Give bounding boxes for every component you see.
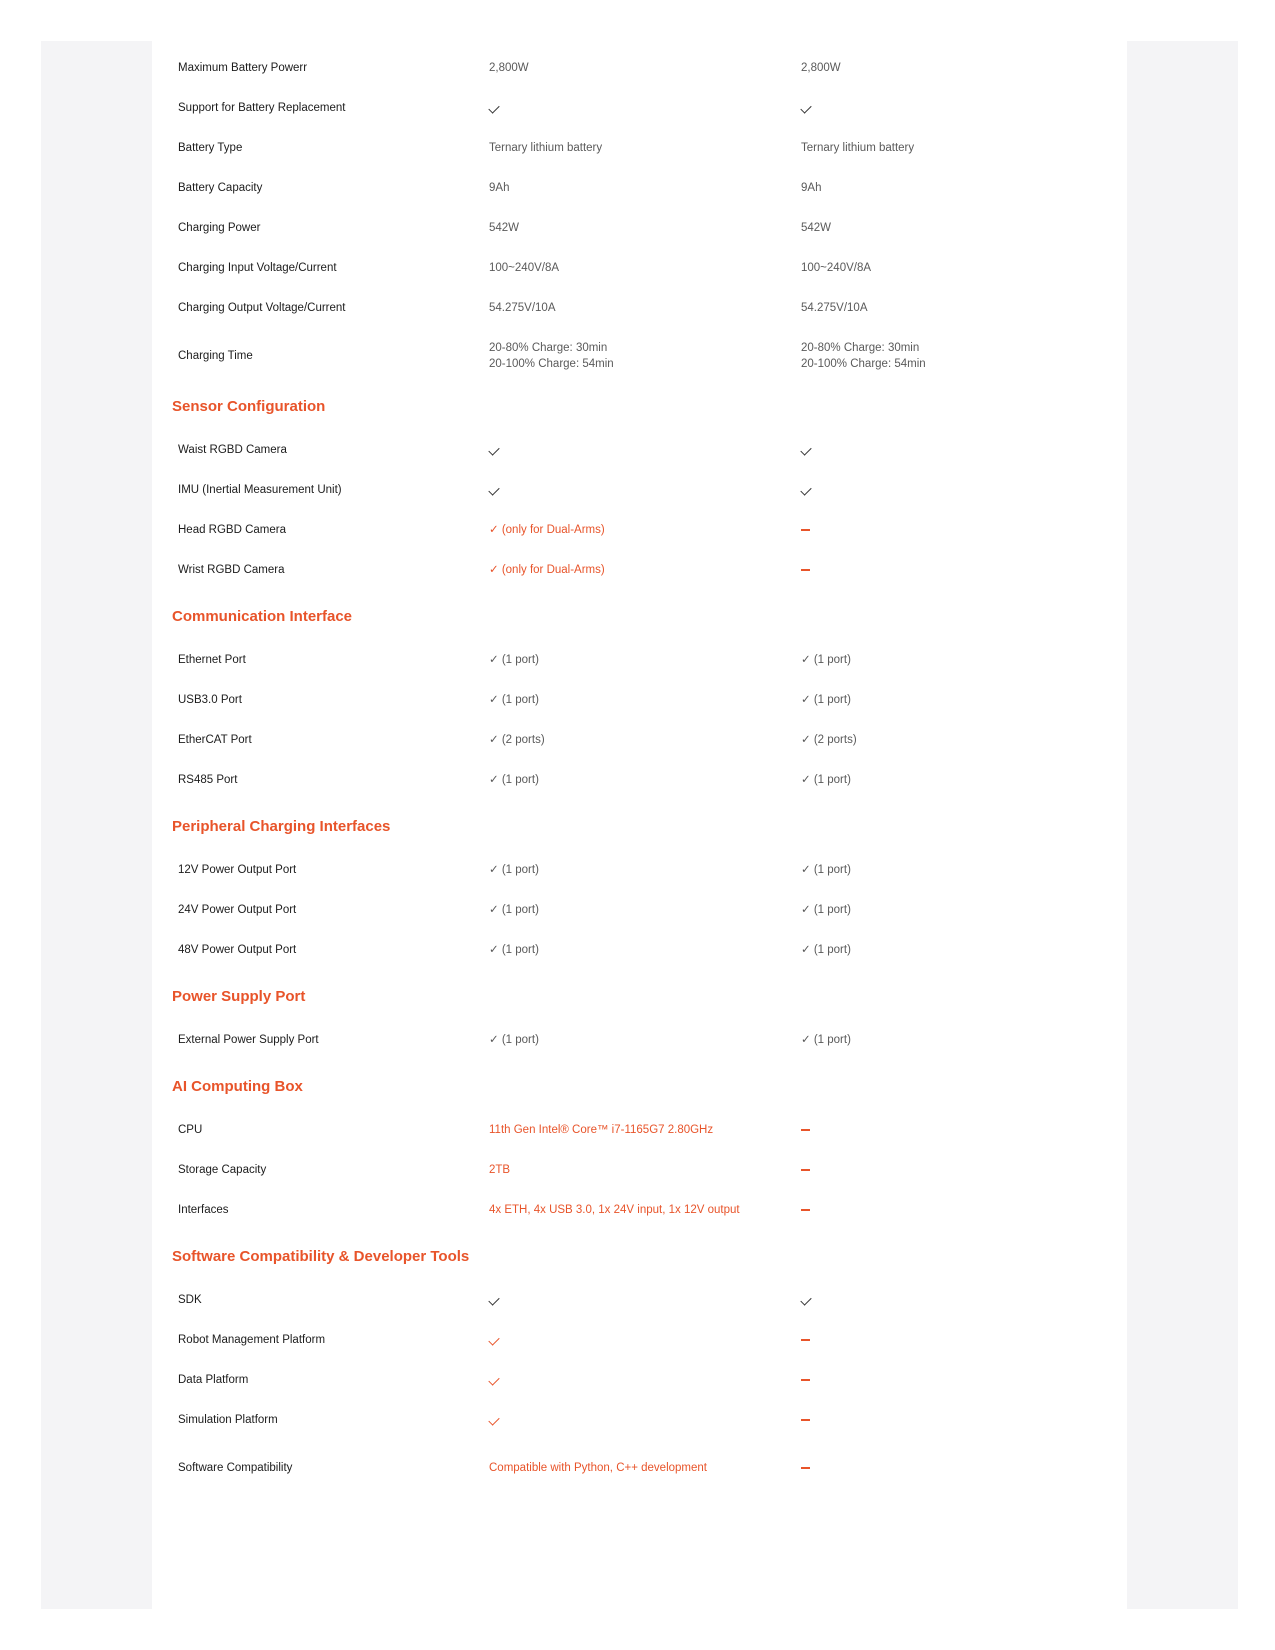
spec-value: 542W [489, 222, 520, 234]
spec-label: Data Platform [178, 1374, 249, 1386]
spec-value: ✓ (1 port) [801, 1034, 851, 1046]
checkmark-icon [488, 1374, 499, 1385]
spec-value: 100~240V/8A [801, 262, 872, 274]
spec-value: ✓ (2 ports) [801, 734, 857, 746]
spec-row [152, 930, 1127, 970]
spec-label: Storage Capacity [178, 1164, 267, 1176]
spec-label: Head RGBD Camera [178, 524, 287, 536]
spec-row [152, 1320, 1127, 1360]
spec-table [152, 41, 1127, 1609]
check-icon [801, 482, 811, 498]
dash-icon [801, 1460, 810, 1476]
dash-icon [801, 1332, 810, 1348]
spec-row [152, 760, 1127, 800]
unavailable-dash-icon [801, 1419, 810, 1421]
section-title: Communication Interface [172, 608, 353, 625]
spec-value: ✓ (1 port) [489, 944, 539, 956]
unavailable-dash-icon [801, 1169, 810, 1171]
spec-label: USB3.0 Port [178, 694, 242, 706]
dash-icon [801, 522, 810, 538]
spec-row [152, 208, 1127, 248]
check-icon [489, 1372, 499, 1388]
spec-label: 12V Power Output Port [178, 864, 297, 876]
check-icon [489, 1332, 499, 1348]
spec-value: 542W [801, 222, 832, 234]
spec-value: Ternary lithium battery [801, 142, 915, 154]
spec-row [152, 1110, 1127, 1150]
spec-row [152, 288, 1127, 328]
check-icon [801, 442, 811, 458]
spec-row [152, 328, 1127, 384]
unavailable-dash-icon [801, 529, 810, 531]
spec-label: Battery Capacity [178, 182, 263, 194]
dash-icon [801, 1412, 810, 1428]
spec-value: 54.275V/10A [489, 302, 556, 314]
spec-value: 20-80% Charge: 30min 20-100% Charge: 54min [801, 342, 926, 370]
spec-label: Battery Type [178, 142, 243, 154]
spec-row [152, 1190, 1127, 1230]
spec-label: Robot Management Platform [178, 1334, 326, 1346]
spec-value: 100~240V/8A [489, 262, 560, 274]
spec-value: ✓ (1 port) [489, 774, 539, 786]
unavailable-dash-icon [801, 1379, 810, 1381]
spec-value: 11th Gen Intel® Core™ i7-1165G7 2.80GHz [489, 1124, 714, 1136]
page-frame [41, 41, 1238, 1609]
spec-value: 9Ah [801, 182, 822, 194]
spec-label: CPU [178, 1124, 203, 1136]
spec-row [152, 430, 1127, 470]
spec-row [152, 1440, 1127, 1496]
spec-value: 9Ah [489, 182, 510, 194]
checkmark-icon [488, 444, 499, 455]
checkmark-icon [488, 102, 499, 113]
spec-value: ✓ (1 port) [801, 944, 851, 956]
spec-row [152, 1280, 1127, 1320]
spec-value: 54.275V/10A [801, 302, 868, 314]
check-icon [801, 100, 811, 116]
spec-row [152, 168, 1127, 208]
spec-label: Maximum Battery Powerr [178, 62, 308, 74]
spec-value: ✓ (1 port) [489, 1034, 539, 1046]
spec-label: Software Compatibility [178, 1462, 293, 1474]
section-title: Peripheral Charging Interfaces [172, 818, 391, 835]
spec-row [152, 510, 1127, 550]
spec-row [152, 248, 1127, 288]
spec-value: ✓ (1 port) [801, 654, 851, 666]
spec-row [152, 128, 1127, 168]
checkmark-icon [800, 484, 811, 495]
section-title: Software Compatibility & Developer Tools [172, 1248, 470, 1265]
spec-value: ✓ (1 port) [801, 694, 851, 706]
spec-label: Charging Input Voltage/Current [178, 262, 337, 274]
unavailable-dash-icon [801, 569, 810, 571]
spec-value: Compatible with Python, C++ development [489, 1462, 707, 1474]
spec-label: SDK [178, 1294, 202, 1306]
checkmark-icon [800, 1294, 811, 1305]
spec-value: 4x ETH, 4x USB 3.0, 1x 24V input, 1x 12V output [489, 1204, 740, 1216]
spec-label: Charging Time [178, 350, 253, 362]
spec-value: ✓ (1 port) [801, 864, 851, 876]
spec-label: Charging Power [178, 222, 261, 234]
spec-row [152, 850, 1127, 890]
spec-value: ✓ (1 port) [801, 904, 851, 916]
spec-value: ✓ (only for Dual-Arms) [489, 524, 605, 536]
checkmark-icon [488, 1294, 499, 1305]
dash-icon [801, 1202, 810, 1218]
spec-value: 20-80% Charge: 30min 20-100% Charge: 54min [489, 342, 614, 370]
spec-value: ✓ (1 port) [489, 694, 539, 706]
spec-row [152, 88, 1127, 128]
spec-label: RS485 Port [178, 774, 238, 786]
spec-row [152, 680, 1127, 720]
spec-row [152, 1020, 1127, 1060]
spec-value: ✓ (only for Dual-Arms) [489, 564, 605, 576]
check-icon [489, 482, 499, 498]
check-icon [489, 100, 499, 116]
spec-row [152, 1360, 1127, 1400]
spec-row [152, 890, 1127, 930]
spec-row [152, 640, 1127, 680]
section-title: Power Supply Port [172, 988, 306, 1005]
spec-label: External Power Supply Port [178, 1034, 319, 1046]
spec-row [152, 1400, 1127, 1440]
spec-row [152, 720, 1127, 760]
check-icon [489, 1292, 499, 1308]
spec-label: Simulation Platform [178, 1414, 278, 1426]
spec-row [152, 470, 1127, 510]
dash-icon [801, 562, 810, 578]
spec-label: 24V Power Output Port [178, 904, 297, 916]
spec-label: Support for Battery Replacement [178, 102, 346, 114]
check-icon [489, 442, 499, 458]
spec-value: ✓ (1 port) [489, 864, 539, 876]
unavailable-dash-icon [801, 1339, 810, 1341]
checkmark-icon [800, 444, 811, 455]
dash-icon [801, 1122, 810, 1138]
spec-row [152, 48, 1127, 88]
checkmark-icon [800, 102, 811, 113]
section-title: AI Computing Box [172, 1078, 303, 1095]
spec-label: Waist RGBD Camera [178, 444, 287, 456]
section-title: Sensor Configuration [172, 398, 326, 415]
checkmark-icon [488, 484, 499, 495]
checkmark-icon [488, 1414, 499, 1425]
spec-value: Ternary lithium battery [489, 142, 603, 154]
check-icon [801, 1292, 811, 1308]
dash-icon [801, 1372, 810, 1388]
spec-value: ✓ (1 port) [801, 774, 851, 786]
spec-label: Ethernet Port [178, 654, 246, 666]
dash-icon [801, 1162, 810, 1178]
spec-label: Wrist RGBD Camera [178, 564, 285, 576]
unavailable-dash-icon [801, 1467, 810, 1469]
spec-value: 2,800W [489, 62, 529, 74]
spec-row [152, 1150, 1127, 1190]
spec-value: ✓ (1 port) [489, 904, 539, 916]
spec-label: 48V Power Output Port [178, 944, 297, 956]
unavailable-dash-icon [801, 1209, 810, 1211]
unavailable-dash-icon [801, 1129, 810, 1131]
spec-value: ✓ (2 ports) [489, 734, 545, 746]
spec-label: IMU (Inertial Measurement Unit) [178, 484, 342, 496]
spec-label: Charging Output Voltage/Current [178, 302, 346, 314]
spec-label: EtherCAT Port [178, 734, 252, 746]
checkmark-icon [488, 1334, 499, 1345]
spec-value: 2,800W [801, 62, 841, 74]
check-icon [489, 1412, 499, 1428]
spec-label: Interfaces [178, 1204, 229, 1216]
spec-row [152, 550, 1127, 590]
spec-value: 2TB [489, 1164, 511, 1176]
spec-value: ✓ (1 port) [489, 654, 539, 666]
